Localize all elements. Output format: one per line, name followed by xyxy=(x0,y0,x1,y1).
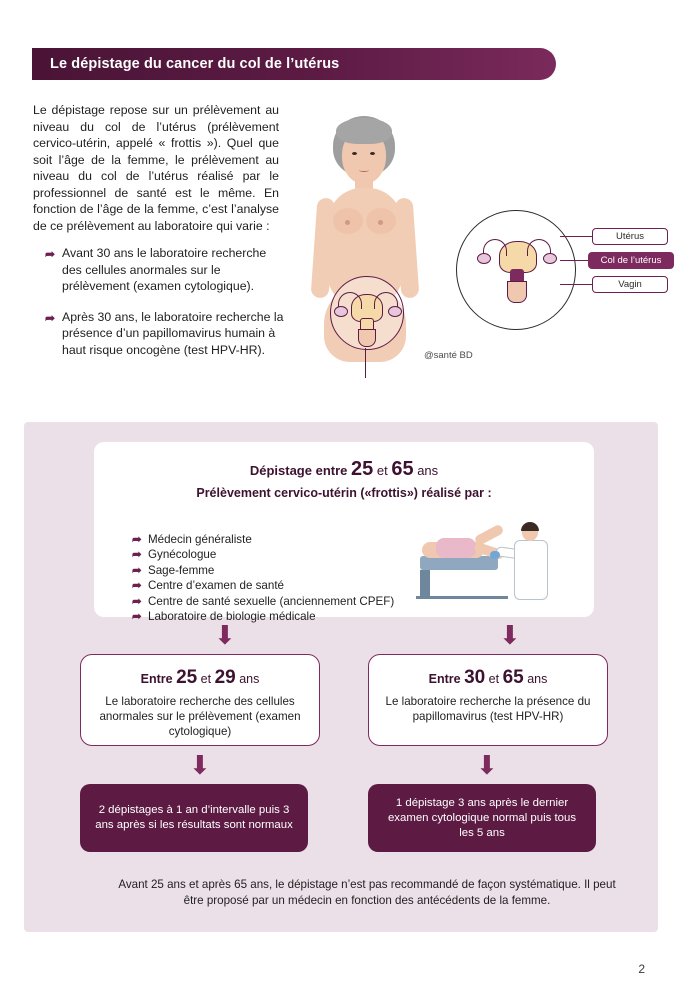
list-item-label: Sage-femme xyxy=(148,563,215,577)
arrow-right-icon: ➦ xyxy=(132,610,142,624)
screening-top-card xyxy=(94,442,594,624)
panel-footnote: Avant 25 ans et après 65 ans, le dépistage n’est pas recommandé de façon systématique. Il peut être proposé par un médecin en fonction des antécédents de la femme. xyxy=(118,878,616,907)
age-25: 25 xyxy=(176,667,198,688)
list-item-label: Centre d’examen de santé xyxy=(148,579,284,593)
list-item xyxy=(45,245,285,295)
branch-title-prefix: Entre xyxy=(140,672,177,686)
arrow-down-icon: ⬇ xyxy=(214,620,236,650)
branch-title-suffix: ans xyxy=(235,672,260,686)
list-item xyxy=(132,594,394,609)
arrow-right-icon: ➦ xyxy=(132,579,142,593)
arrow-right-icon: ➦ xyxy=(132,548,142,562)
branch-title-prefix: Entre xyxy=(428,672,465,686)
list-item-label: Gynécologue xyxy=(148,548,217,562)
list-item xyxy=(45,309,285,359)
age-65: 65 xyxy=(502,667,524,688)
provider-list xyxy=(132,532,394,624)
branch-title-mid: et xyxy=(485,672,503,686)
list-item xyxy=(132,547,394,562)
arrow-down-icon: ⬇ xyxy=(499,620,521,650)
title-prefix: Dépistage entre xyxy=(249,463,351,478)
result-box-left: 2 dépistages à 1 an d’intervalle puis 3 ans après si les résultats sont normaux xyxy=(80,784,308,852)
uterus-zoom-diagram xyxy=(456,210,576,330)
branch-title-suffix: ans xyxy=(523,672,548,686)
screening-subtitle: Prélèvement cervico-utérin («frottis») réalisé par : xyxy=(196,486,492,500)
arrow-right-icon: ➦ xyxy=(45,310,56,325)
intro-paragraph: Le dépistage repose sur un prélèvement au niveau du col de l’utérus (prélèvement cervico-utérin, appelé « frottis »). Quel que soit l’âge de la femme, le prélèvement au niveau du col de l’utérus réalisé par le professionnel de santé est le même. En fonction de l’âge de la femme, c’est l’analyse de ce prélèvement au laboratoire qui varie : xyxy=(33,103,279,233)
list-item xyxy=(132,563,394,578)
branch-title-mid: et xyxy=(197,672,215,686)
screening-age-range-title xyxy=(94,458,594,481)
arrow-down-icon: ⬇ xyxy=(476,750,498,780)
label-vagina: Vagin xyxy=(592,276,668,293)
branch-title xyxy=(81,667,319,689)
label-cervix: Col de l’utérus xyxy=(588,252,674,269)
list-item xyxy=(132,578,394,593)
arrow-right-icon: ➦ xyxy=(132,594,142,608)
arrow-right-icon: ➦ xyxy=(45,247,56,261)
list-item-label: Médecin généraliste xyxy=(148,533,252,546)
list-item-label: Avant 30 ans le laboratoire recherche des cellules anormales sur le prélèvement (examen cytologique). xyxy=(62,246,267,293)
branch-body: Le laboratoire recherche la présence du papillomavirus (test HPV-HR) xyxy=(385,695,591,723)
screening-flow-panel xyxy=(24,422,658,932)
age-30: 30 xyxy=(464,667,486,688)
title-mid: et xyxy=(373,463,392,478)
title-suffix: ans xyxy=(413,463,439,478)
section-title-banner xyxy=(32,48,556,80)
examination-illustration-icon xyxy=(412,522,567,607)
list-item-label: Centre de santé sexuelle (anciennement CPEF) xyxy=(148,594,395,608)
arrow-down-icon: ⬇ xyxy=(189,750,211,780)
branch-box-30-65 xyxy=(368,654,608,746)
age-29: 29 xyxy=(214,667,236,688)
page-title: Le dépistage du cancer du col de l’utérus xyxy=(50,56,340,72)
list-item xyxy=(132,532,394,547)
anatomy-illustration xyxy=(288,108,662,373)
illustration-credit: @santé BD xyxy=(424,350,473,361)
arrow-right-icon: ➦ xyxy=(132,563,142,577)
list-item-label: Laboratoire de biologie médicale xyxy=(148,610,316,624)
age-65: 65 xyxy=(391,458,414,480)
result-box-right: 1 dépistage 3 ans après le dernier examen cytologique normal puis tous les 5 ans xyxy=(368,784,596,852)
branch-title xyxy=(369,667,607,689)
list-item xyxy=(132,609,394,624)
arrow-right-icon: ➦ xyxy=(132,533,142,546)
woman-figure-icon xyxy=(298,116,448,366)
branch-box-25-29 xyxy=(80,654,320,746)
label-uterus: Utérus xyxy=(592,228,668,245)
list-item-label: Après 30 ans, le laboratoire recherche la présence d’un papillomavirus humain à haut risque oncogène (test HPV-HR). xyxy=(62,309,284,357)
page-number: 2 xyxy=(638,962,645,976)
branch-body: Le laboratoire recherche des cellules anormales sur le prélèvement (examen cytologique) xyxy=(99,695,301,738)
intro-bullet-list xyxy=(45,245,285,372)
age-25: 25 xyxy=(351,458,374,480)
